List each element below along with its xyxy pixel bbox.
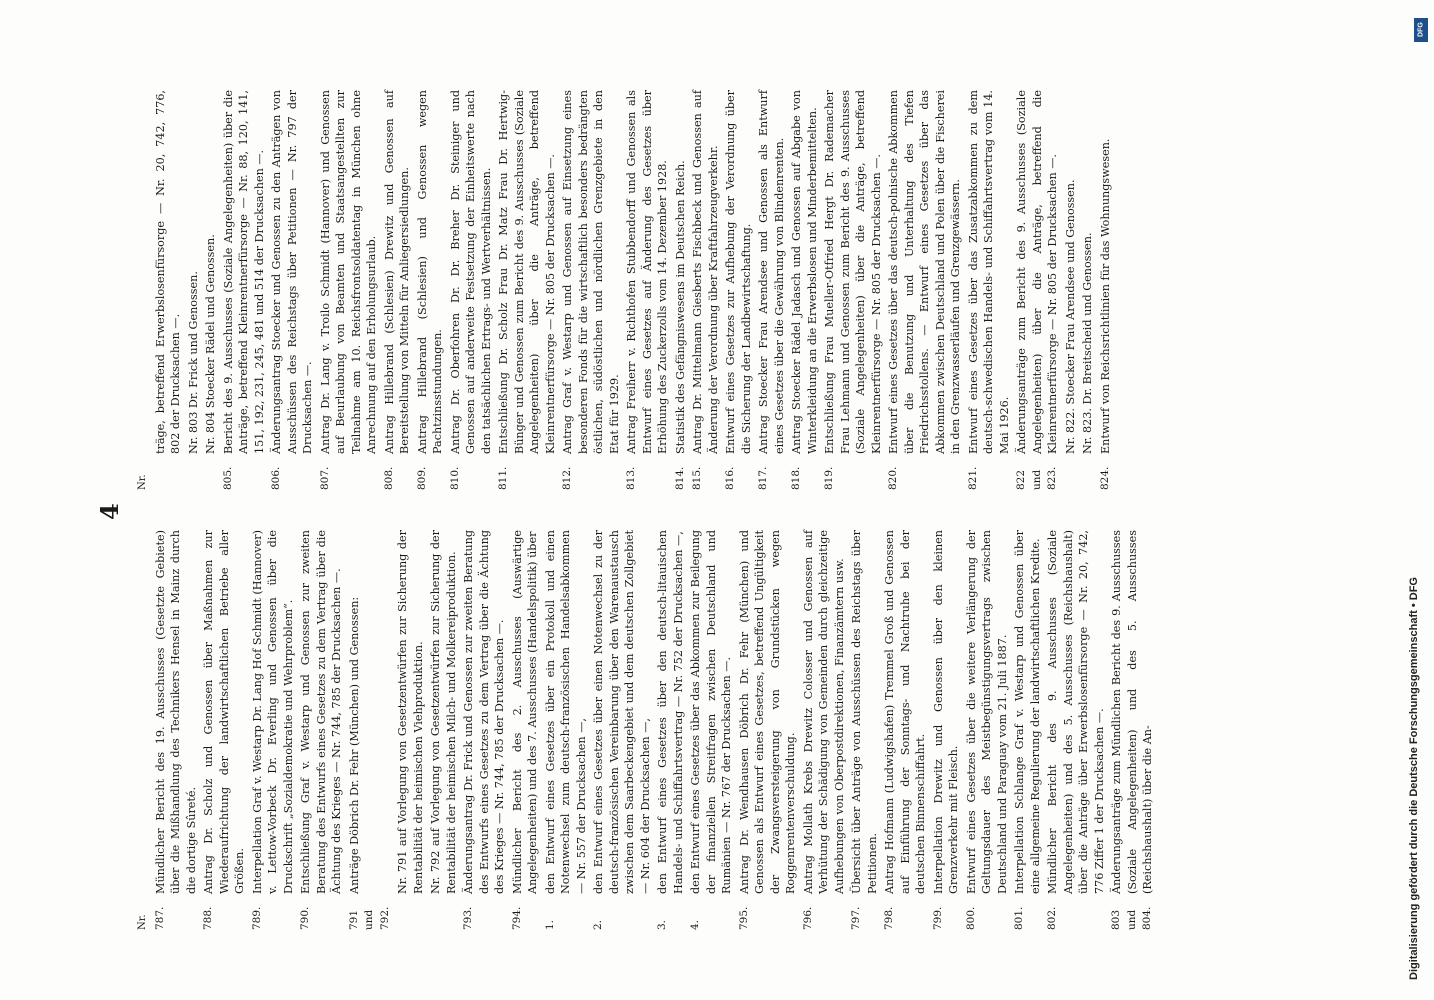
entry-text: Entwurf eines Gesetzes zur Aufhebung der Verordnung über die Sicherung der Landbewirtschaftung. <box>724 90 753 454</box>
entry-number: 3. <box>656 919 668 930</box>
entry-text: Änderungsantrag Dr. Frick und Genossen zur zweiten Beratung des Entwurfs eines Gesetzes zu dem Vertrag über die Ächtung des Krieges — Nr. 744, 785 der Drucksachen —. <box>462 530 506 894</box>
entry-number: 796. <box>801 906 814 930</box>
entry-text: Antrag Freiherr v. Richthofen Stubbendorff und Genossen als Entwurf eines Gesetzes auf Änderung des Gesetzes über Erhöhung des Zuckerzolls vom 14. Dezember 1928. <box>625 90 669 454</box>
entry-text: den Entwurf eines Gesetzes über den deutsch-litauischen Handels- und Schiffahrtsvertrag — Nr. 752 der Drucksachen —, <box>656 530 685 894</box>
document-entry <box>1014 90 1061 490</box>
entry-number: 815. <box>691 466 703 490</box>
entry-number: 797. <box>850 906 862 930</box>
document-entry <box>931 530 962 930</box>
document-entry <box>510 530 541 930</box>
entry-text: Mündlicher Bericht des 9. Ausschusses (Soziale Angelegenheiten) und des 5. Ausschusses (Reichshaushalt) über die Anträge über Erwerbslosenfürsorge — Nr. 20, 742, 776 Ziffer 1 der Drucksachen —. <box>1046 530 1106 894</box>
left-entry-list <box>153 530 1156 930</box>
entry-text: Nr. 822. Stoecker Frau Arendsee und Genossen. <box>1063 179 1077 454</box>
entry-number: 793. <box>462 906 474 930</box>
entry-number: 819. <box>823 466 835 490</box>
entry-text: Antrag Hillebrand (Schlesien) und Genossen wegen Pachtzinsstundungen. <box>415 90 444 454</box>
page-number: 4 <box>95 503 124 520</box>
document-entry <box>347 530 394 930</box>
entry-text: Interpellation Schlange Graf v. Westarp und Genossen über eine allgemeine Regulierung der landwirtschaftlichen Kredite. <box>1013 530 1042 894</box>
entry-number <box>186 454 202 490</box>
entry-text: Antrag Dr. Lang v. Troilo Schmidt (Hannover) und Genossen auf Beurlaubung von Beamten und Staatsangestellten zur Teilnahme am 10. Reichsfrontsoldatentag in München ohne Anrechnung auf den Erholungsurlaub. <box>318 90 378 454</box>
entry-text: Antrag Mollath Krebs Drewitz Colosser und Genossen auf Verhütung der Schädigung von Gemeinden durch gleichzeitige Aufhebungen von Oberpostdirektionen, Finanzämtern usw. <box>801 530 846 894</box>
entry-text: Übersicht über Anträge von Ausschüssen des Reichstags über Petitionen. <box>850 530 879 894</box>
document-entry <box>1080 90 1096 490</box>
document-entry <box>964 530 1011 930</box>
entry-text: Interpellation Drewitz und Genossen über den kleinen Grenzverkehr mit Fleisch. <box>931 530 960 894</box>
entry-number: 810. <box>448 466 461 490</box>
document-entry <box>269 90 316 490</box>
entry-number: 788. <box>202 906 214 930</box>
document-entry <box>737 530 799 930</box>
entry-number: 800. <box>964 906 977 930</box>
rotated-page-content <box>75 60 1325 940</box>
document-entry <box>624 90 671 490</box>
entry-text: Entschließung Frau Mueller-Otfried Hergt Dr. Rademacher Frau Lehmann und Genossen zum Bericht des 9. Ausschusses (Soziale Angelegenheiten) über die Anträge, betreffend Kleinrentnerfürsorge — Nr. 805 der Drucksachen —. <box>823 90 883 454</box>
document-entry <box>688 530 735 930</box>
entry-text: den Entwurf eines Gesetzes über das Abkommen zur Beilegung der finanziellen Streitfragen zwischen Deutschland und Rumänien — Nr. 767 der Drucksachen —. <box>689 530 733 894</box>
document-entry <box>1012 530 1043 930</box>
entry-text: Antrag Dr. Mittelmann Giesberts Fischbeck und Genossen auf Änderung der Verordnung über Kraftfahrzeugverkehr. <box>691 90 720 454</box>
entry-text: Bericht des 9. Ausschusses (Soziale Angelegenheiten) über die Anträge, betreffend Kleinrentnerfürsorge — Nr. 88, 120, 141, 151, 192, 231, 245, 481 und 514 der Drucksachen —. <box>221 90 266 454</box>
entry-number: 805. <box>221 466 234 490</box>
entry-number: 809. <box>415 466 428 490</box>
document-entry <box>723 90 754 490</box>
document-entry <box>461 530 508 930</box>
entry-text: den Entwurf eines Gesetzes über einen Notenwechsel zu der deutsch-französischen Vereinbarung über den Warenaustausch zwischen dem Saarbeckengebiet und dem deutschen Zollgebiet — Nr. 604 der Drucksachen —, <box>592 530 652 894</box>
entry-number: 802. <box>1046 906 1058 930</box>
document-entry <box>415 90 446 490</box>
entry-number: 787. <box>153 906 166 930</box>
entry-text: Antrag Hillebrand (Schlesien) Drewitz und Genossen auf Bereitstellung von Mitteln für Anliegersiedlungen. <box>382 90 411 454</box>
entry-number <box>153 454 184 490</box>
entry-number: 803 und 804. <box>1110 906 1153 930</box>
entry-text: Nr. 792 auf Vorlegung von Gesetzentwürfen zur Sicherung der Rentabilität der heimischen Milch- und Molkereiproduktion. <box>429 530 458 894</box>
dfg-side-strip <box>1406 10 1430 990</box>
entry-text: Antrag Dr. Wendhausen Döbrich Dr. Fehr (München) und Genossen als Entwurf eines Gesetzes, betreffend Ungültigkeit der Zwangsversteigerung von Grundstücken wegen Roggenrentenverschuldung. <box>737 530 797 894</box>
entry-number: 801. <box>1013 906 1025 930</box>
entry-text: Nr. 791 auf Vorlegung von Gesetzentwürfen zur Sicherung der Rentabilität der heimischen Viehproduktion. <box>396 530 425 894</box>
entry-text: Mündlicher Bericht des 19. Ausschusses (Gesetzte Gebiete) über die Mißhandlung des Technikers Hensel in Mainz durch die dortige Sûreté. <box>153 530 198 894</box>
document-entry <box>849 530 880 930</box>
entry-number: 807. <box>318 466 331 490</box>
entry-number: 1. <box>543 919 556 930</box>
entry-text: Interpellation Graf v. Westarp Dr. Lang Hof Schmidt (Hannover) v. Lettow-Vorbeck Dr. Everling und Genossen über die Druckschrift „Sozialdemokratie und Wehrproblem“. <box>250 530 295 894</box>
entry-text: Nr. 803 Dr. Frick und Genossen. <box>186 271 200 454</box>
entry-number: 808. <box>382 466 395 490</box>
document-entry <box>153 90 184 490</box>
document-entry <box>298 530 345 930</box>
entry-text: Statistik des Gefängniswesens im Deutschen Reich. <box>673 160 687 454</box>
entry-text: Mündlicher Bericht des 2. Ausschusses (Auswärtige Angelegenheiten) und des 7. Ausschusses (Handelspolitik) über <box>510 530 539 894</box>
entry-text: Antrag Stoecker Rädel Jadasch und Genossen auf Abgabe von Winterkleidung an die Erwerbslosen und Minderbemittelten. <box>790 90 819 454</box>
entry-text: Änderungsanträge zum Bericht des 9. Ausschusses (Soziale Angelegenheiten) über die Anträge, betreffend die Kleinrentnerfürsorge — Nr. 805 der Drucksachen —. <box>1015 90 1059 454</box>
entry-number: 822 und 823. <box>1015 466 1058 490</box>
document-entry <box>250 530 297 930</box>
entry-text: Entwurf eines Gesetzes über das deutsch-polnische Abkommen über die Benutzung und Unterhaltung des Tiefen Friedrichsstollens. — Entwurf eines Gesetzes über das Abkommen zwischen Deutschland und Polen über die Fischerei in den Grenzwasserläufen und Grenzgewässern. <box>887 90 962 454</box>
entry-text: Änderungsanträge zum Mündlichen Bericht des 9. Ausschusses (Soziale Angelegenheiten) und des 5. Ausschusses (Reichshaushalt) über die An- <box>1110 530 1154 894</box>
document-entry <box>203 90 219 490</box>
entry-text: Entwurf eines Gesetzes über das Zusatzabkommen zu dem deutsch-schwedischen Handels- und Schiffahrtsvertrag vom 14. Mai 1926. <box>966 90 1011 454</box>
document-entry <box>560 90 622 490</box>
entry-number <box>1063 454 1079 490</box>
document-entry <box>428 530 459 930</box>
entry-number: 791 und 792. <box>347 906 391 930</box>
document-entry <box>789 90 820 490</box>
entry-number: 824. <box>1098 466 1111 490</box>
entry-text: Änderungsantrag Stoecker und Genossen zu den Anträgen von Ausschüssen des Reichstags über Petitionen — Nr. 797 der Drucksachen —. <box>270 90 314 454</box>
entry-text: Antrag Stoecker Frau Arendsee und Genossen als Entwurf eines Gesetzes über die Gewährung von Blindenrenten. <box>757 90 786 454</box>
document-entry <box>655 530 686 930</box>
entry-number: 2. <box>592 919 604 930</box>
entry-text: den Entwurf eines Gesetzes über ein Protokoll und einen Notenwechsel zum deutsch-französischen Handelsabkommen — Nr. 557 der Drucksachen —, <box>543 530 588 894</box>
document-entry <box>886 90 964 490</box>
entry-number <box>203 454 219 490</box>
document-entry <box>496 90 558 490</box>
entry-number: 817. <box>757 466 769 490</box>
entry-text: träge, betreffend Erwerbslosenfürsorge — Nr. 20, 742, 776, 802 der Drucksachen —. <box>153 90 182 454</box>
entry-number: 789. <box>250 906 263 930</box>
document-entry <box>966 90 1013 490</box>
document-entry <box>186 90 202 490</box>
entry-number: 812. <box>561 466 573 490</box>
document-entry <box>543 530 590 930</box>
document-entry <box>1045 530 1107 930</box>
entry-text: Anträge Döbrich Dr. Fehr (München) und Genossen: <box>347 596 361 894</box>
entry-number: 798. <box>883 906 895 930</box>
document-entry <box>882 530 929 930</box>
entry-text: Antrag Dr. Oberfohren Dr. Dr. Breher Dr. Steiniger und Genossen auf anderweite Festsetzung der Einheitswerte nach den tatsächlichen Ertrags- und Wertverhältnissen. <box>448 90 493 454</box>
entry-number <box>1080 454 1096 490</box>
entry-number: 820. <box>887 466 899 490</box>
entry-text: Antrag Hofmann (Ludwigshafen) Tremmel Groß und Genossen auf Einführung der Sonntags- und Nachtruhe bei der deutschen Binnenschiffahrt. <box>883 530 927 894</box>
entry-number: 806. <box>270 466 282 490</box>
document-entry <box>448 90 495 490</box>
document-entry <box>1063 90 1079 490</box>
entry-number: 790. <box>299 906 311 930</box>
entry-number: 816. <box>724 466 736 490</box>
entry-text: Nr. 804 Stoecker Rädel und Genossen. <box>204 234 217 454</box>
left-column <box>135 530 1158 930</box>
entry-number: 814. <box>673 466 686 490</box>
entry-text: Nr. 823. Dr. Breitscheid und Genossen. <box>1081 232 1094 454</box>
document-entry <box>201 530 248 930</box>
entry-text: Entwurf eines Gesetzes über die weitere Verlängerung der Geltungsdauer des Meistbegünstigungsvertrags zwischen Deutschland und Paraguay vom 21. Juli 1887. <box>964 530 1009 894</box>
document-entry <box>822 90 884 490</box>
nr-column-header: Nr. <box>137 914 148 930</box>
document-entry <box>591 530 653 930</box>
entry-number: 795. <box>737 906 750 930</box>
entry-text: Entschließung Dr. Scholz Frau Dr. Matz Frau Dr. Hertwig-Bünger und Genossen zum Bericht des 9. Ausschusses (Soziale Angelegenheiten) über die Anträge, betreffend Kleinrentnerfürsorge — Nr. 805 der Drucksachen —. <box>497 90 557 454</box>
entry-text: Antrag Graf v. Westarp und Genossen auf Einsetzung eines besonderen Fonds für die wirtschaftlich besonders bedrängten östlichen, südöstlichen und nördlichen Grenzgebiete in den Etat für 1929. <box>561 90 621 454</box>
entry-number: 818. <box>790 466 802 490</box>
entry-number: 4. <box>689 919 701 930</box>
entry-number <box>428 894 459 930</box>
document-entry <box>756 90 787 490</box>
entry-number: 794. <box>510 906 523 930</box>
document-entry <box>1109 530 1156 930</box>
entry-text: Entwurf von Reichsrichtlinien für das Wohnungswesen. <box>1098 138 1112 454</box>
entry-text: Antrag Dr. Scholz und Genossen über Maßnahmen zur Wiederaufrichtung der landwirtschaftlichen Betriebe aller Größen. <box>202 530 246 894</box>
right-entry-list <box>153 90 1114 490</box>
document-entry <box>673 90 689 490</box>
entry-number: 799. <box>931 906 944 930</box>
entry-number <box>395 894 426 930</box>
entry-number: 811. <box>497 466 509 490</box>
document-entry <box>221 90 268 490</box>
entry-number: 813. <box>625 466 637 490</box>
document-entry <box>395 530 426 930</box>
document-entry <box>801 530 848 930</box>
dfg-funding-note: Digitalisierung gefördert durch die Deutsche Forschungsgemeinschaft • DFG <box>1408 577 1420 980</box>
document-entry <box>153 530 200 930</box>
document-entry <box>318 90 380 490</box>
entry-text: Entschließung Graf v. Westarp und Genossen zur zweiten Beratung des Entwurfs eines Gesetzes zu dem Vertrag über die Ächtung des Krieges — Nr. 744, 785 der Drucksachen —. <box>299 530 343 894</box>
document-entry <box>690 90 721 490</box>
document-entry <box>382 90 413 490</box>
right-column <box>135 90 1115 490</box>
dfg-logo: DFG <box>1414 18 1428 42</box>
nr-column-header: Nr. <box>137 474 148 490</box>
document-entry <box>1098 90 1114 490</box>
entry-number: 821. <box>966 466 979 490</box>
